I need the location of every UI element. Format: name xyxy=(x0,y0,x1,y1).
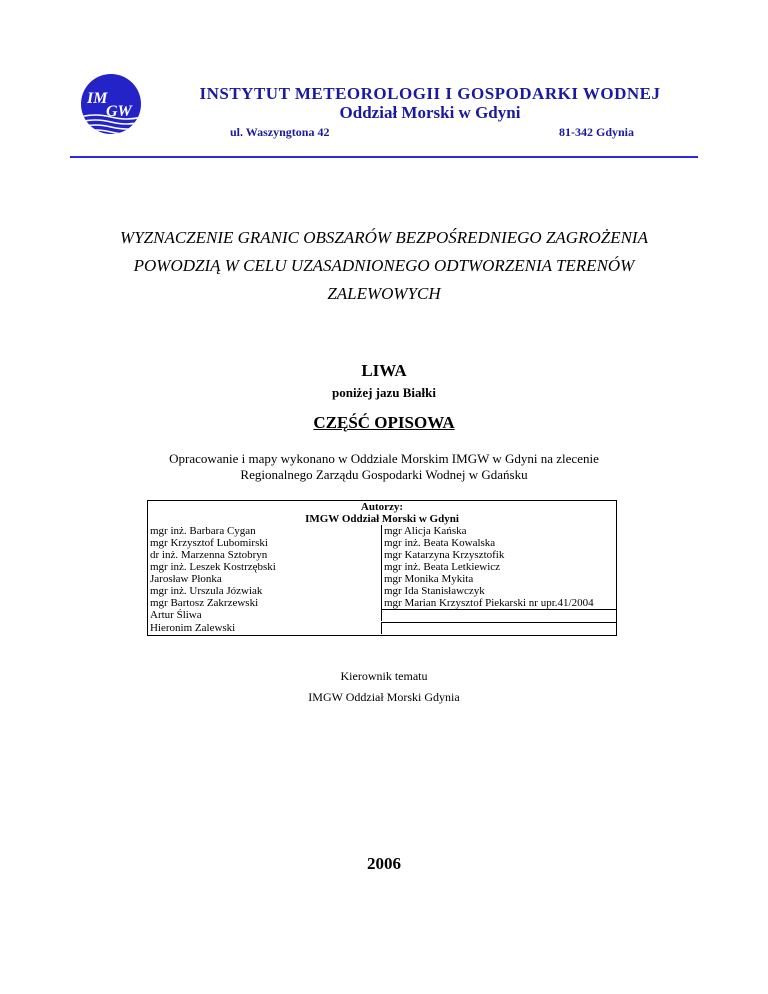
author-right-empty xyxy=(382,622,616,635)
title-line-2: POWODZIĄ W CELU UZASADNIONEGO ODTWORZENIA TERENÓW xyxy=(133,256,635,275)
lead-label: Kierownik tematu xyxy=(340,669,428,683)
author-left: mgr Bartosz Zakrzewski xyxy=(148,597,382,609)
author-left: mgr Krzysztof Lubomirski xyxy=(148,537,382,549)
authors-table xyxy=(147,500,617,636)
author-right: mgr Alicja Kańska xyxy=(384,525,467,537)
header-divider xyxy=(70,156,698,158)
author-right: mgr Katarzyna Krzysztofik xyxy=(384,549,505,561)
author-left: mgr inż. Urszula Józwiak xyxy=(148,585,382,597)
imgw-logo xyxy=(80,73,142,135)
address-street: ul. Waszyngtona 42 xyxy=(230,125,330,139)
logo-text-top: IM xyxy=(87,90,108,107)
author-left: mgr inż. Barbara Cygan xyxy=(148,525,382,537)
author-left: dr inż. Marzenna Sztobryn xyxy=(148,549,382,561)
author-right: mgr inż. Beata Kowalska xyxy=(384,537,496,549)
author-right: mgr Ida Stanisławczyk xyxy=(384,585,485,597)
author-right: mgr Marian Krzysztof Piekarski nr upr.41/2004 xyxy=(384,597,594,609)
authors-heading: Autorzy: xyxy=(360,501,404,513)
part-title: CZĘŚĆ OPISOWA xyxy=(313,413,455,432)
commission-line-2: Regionalnego Zarządu Gospodarki Wodnej w Gdańsku xyxy=(240,467,528,482)
author-right: mgr Monika Mykita xyxy=(384,573,474,585)
author-left: Jarosław Płonka xyxy=(148,573,382,585)
logo-text-bottom: GW xyxy=(106,103,132,120)
author-right: mgr inż. Beata Letkiewicz xyxy=(384,561,501,573)
institute-name: INSTYTUT METEOROLOGII I GOSPODARKI WODNEJ xyxy=(199,84,661,103)
author-left: mgr inż. Leszek Kostrzębski xyxy=(148,561,382,573)
commission-line-1: Opracowanie i mapy wykonano w Oddziale Morskim IMGW w Gdyni na zlecenie xyxy=(169,451,599,466)
title-line-1: WYZNACZENIE GRANIC OBSZARÓW BEZPOŚREDNIEGO ZAGROŻENIA xyxy=(120,228,648,247)
commission-text xyxy=(0,451,768,483)
author-left: Artur Śliwa xyxy=(148,609,382,621)
institute-branch: Oddział Morski w Gdyni xyxy=(339,103,521,122)
river-section: poniżej jazu Białki xyxy=(331,385,436,400)
lead-org: IMGW Oddział Morski Gdynia xyxy=(308,690,460,704)
author-left: Hieronim Zalewski xyxy=(148,622,382,634)
river-name: LIWA xyxy=(361,361,407,380)
address-city: 81-342 Gdynia xyxy=(559,125,635,139)
author-right-empty xyxy=(382,609,616,622)
authors-org: IMGW Oddział Morski w Gdyni xyxy=(305,513,459,525)
publication-year: 2006 xyxy=(367,854,401,873)
title-line-3: ZALEWOWYCH xyxy=(327,284,441,303)
